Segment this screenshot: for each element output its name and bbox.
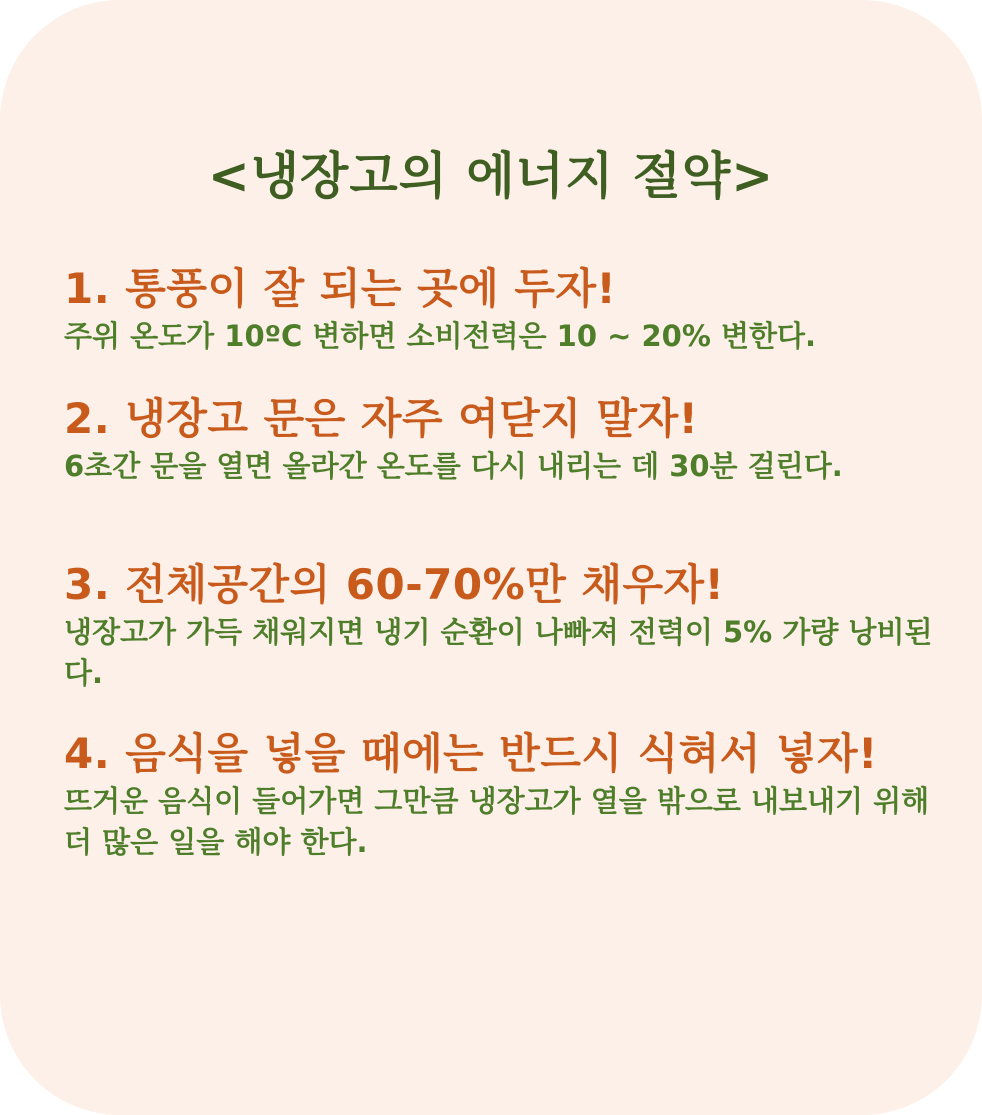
tip-body: 뜨거운 음식이 들어가면 그만큼 냉장고가 열을 밖으로 내보내기 위해 더 많은 일을 해야 한다. bbox=[64, 784, 930, 859]
tip-body: 6초간 문을 열면 올라간 온도를 다시 내리는 데 30분 걸린다. bbox=[64, 449, 843, 483]
tip-heading: 1. 통풍이 잘 되는 곳에 두자! bbox=[64, 264, 617, 313]
tip-body: 냉장고가 가득 채워지면 냉기 순환이 나빠져 전력이 5% 가량 낭비된다. bbox=[64, 615, 933, 690]
tip-heading: 2. 냉장고 문은 자주 여닫지 말자! bbox=[64, 394, 699, 443]
tip-heading: 4. 음식을 넣을 때에는 반드시 식혀서 넣자! bbox=[64, 729, 878, 778]
page-title: <냉장고의 에너지 절약> bbox=[207, 147, 775, 205]
tip-item bbox=[64, 558, 934, 694]
tip-item bbox=[64, 262, 934, 357]
tip-item bbox=[64, 392, 934, 487]
tip-item bbox=[64, 727, 934, 863]
tip-body: 주위 온도가 10ºC 변하면 소비전력은 10 ~ 20% 변한다. bbox=[64, 319, 817, 353]
tip-heading: 3. 전체공간의 60-70%만 채우자! bbox=[64, 560, 725, 609]
